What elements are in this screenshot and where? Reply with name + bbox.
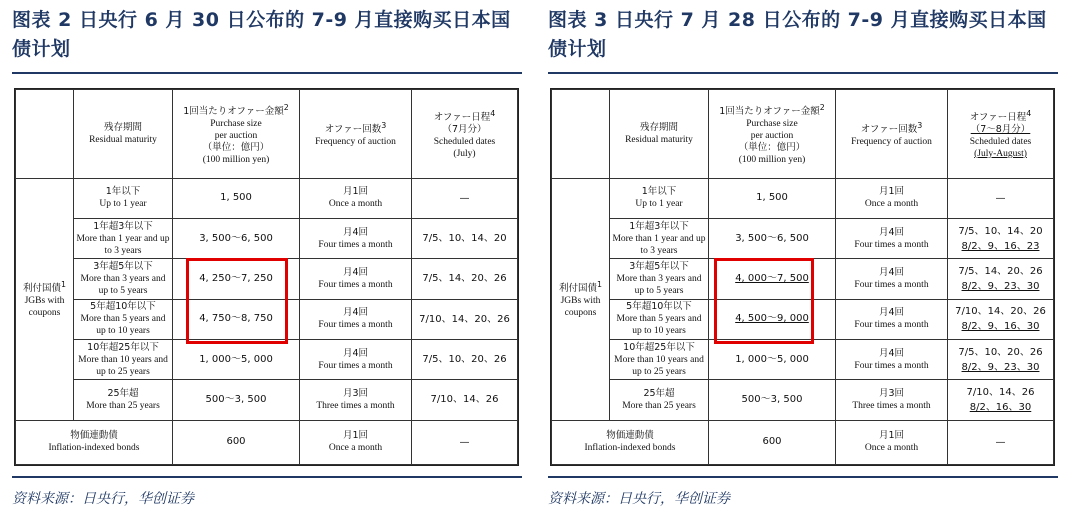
figure-2-panel: [12, 0, 522, 520]
bottom-rule: [548, 476, 1058, 478]
dates-cell: 7/10、14、26: [412, 380, 518, 420]
inflation-row: [552, 420, 1054, 464]
table-row: [552, 219, 1054, 259]
header-maturity: 残存期間 Residual maturity: [74, 90, 173, 179]
bottom-rule: [12, 476, 522, 478]
size-cell: 1, 500: [709, 178, 836, 218]
table-row: [552, 178, 1054, 218]
inflation-row: [16, 420, 518, 464]
figure-3-title: 图表 3 日央行 7 月 28 日公布的 7-9 月直接购买日本国债计划: [548, 9, 1047, 60]
source-note: 资料来源：日央行，华创证券: [12, 491, 194, 507]
frequency-cell: 月4回 Four times a month: [300, 259, 412, 299]
dates-cell: —: [948, 178, 1054, 218]
table-row: [16, 219, 518, 259]
dates-cell: 7/5、10、14、20: [412, 219, 518, 259]
header-purchase-size: 1回当たりオファー金額$^2$ Purchase size per auction （単位：億円） (100 million yen): [709, 90, 836, 179]
size-cell: 1, 500: [173, 178, 300, 218]
size-cell: 3, 500～6, 500: [709, 219, 836, 259]
maturity-cell: 1年以下 Up to 1 year: [610, 178, 709, 218]
table-row: [552, 339, 1054, 379]
maturity-cell: 3年超5年以下 More than 3 years and up to 5 years: [610, 259, 709, 299]
table-row: [16, 339, 518, 379]
frequency-cell: 月4回 Four times a month: [300, 339, 412, 379]
frequency-cell: 月4回 Four times a month: [836, 219, 948, 259]
size-cell: 1, 000～5, 000: [709, 339, 836, 379]
maturity-cell: 25年超 More than 25 years: [74, 380, 173, 420]
maturity-cell: 25年超 More than 25 years: [610, 380, 709, 420]
table-header-row: [16, 90, 518, 179]
frequency-cell: 月1回 Once a month: [300, 178, 412, 218]
dates-cell: 7/10、14、26 8/2、16、30: [948, 380, 1054, 420]
group-label-jgbs: 利付国債$^1$ JGBs with coupons: [16, 178, 74, 420]
header-blank: [16, 90, 74, 179]
table-row: [16, 178, 518, 218]
dates-cell: 7/5、10、20、26: [412, 339, 518, 379]
figure-3-panel: [548, 0, 1058, 520]
table-header-row: [552, 90, 1054, 179]
maturity-cell: 1年超3年以下 More than 1 year and up to 3 years: [610, 219, 709, 259]
frequency-cell: 月3回 Three times a month: [300, 380, 412, 420]
table-row: [16, 380, 518, 420]
maturity-cell: 1年以下 Up to 1 year: [74, 178, 173, 218]
frequency-cell: 月4回 Four times a month: [300, 219, 412, 259]
frequency-cell: 月4回 Four times a month: [300, 299, 412, 339]
maturity-cell: 10年超25年以下 More than 10 years and up to 25 years: [610, 339, 709, 379]
dates-cell: 7/5、14、20、26: [412, 259, 518, 299]
title-rule: [548, 72, 1058, 74]
size-cell: 4, 000～7, 500: [709, 259, 836, 299]
figure-2-title: 图表 2 日央行 6 月 30 日公布的 7-9 月直接购买日本国债计划: [12, 9, 511, 60]
frequency-cell: 月4回 Four times a month: [836, 259, 948, 299]
dates-cell: —: [412, 178, 518, 218]
maturity-cell: 1年超3年以下 More than 1 year and up to 3 years: [74, 219, 173, 259]
inflation-label: 物価連動債 Inflation-indexed bonds: [552, 420, 709, 464]
size-cell: 3, 500～6, 500: [173, 219, 300, 259]
size-cell: 4, 250～7, 250: [173, 259, 300, 299]
size-cell: 600: [709, 420, 836, 464]
frequency-cell: 月1回 Once a month: [836, 420, 948, 464]
dates-cell: —: [412, 420, 518, 464]
size-cell: 4, 500～9, 000: [709, 299, 836, 339]
frequency-cell: 月1回 Once a month: [836, 178, 948, 218]
dates-cell: 7/10、14、20、26: [412, 299, 518, 339]
size-cell: 4, 750～8, 750: [173, 299, 300, 339]
header-purchase-size: 1回当たりオファー金額$^2$ Purchase size per auction （単位：億円） (100 million yen): [173, 90, 300, 179]
highlight-box: [186, 258, 288, 344]
dates-cell: 7/5、14、20、26 8/2、9、23、30: [948, 259, 1054, 299]
frequency-cell: 月4回 Four times a month: [836, 339, 948, 379]
highlight-box: [714, 258, 814, 344]
header-schedule: オファー日程$^4$ （7～8月分） Scheduled dates (July-August): [948, 90, 1054, 179]
frequency-cell: 月3回 Three times a month: [836, 380, 948, 420]
table-row: [552, 380, 1054, 420]
maturity-cell: 5年超10年以下 More than 5 years and up to 10 years: [610, 299, 709, 339]
header-blank: [552, 90, 610, 179]
size-cell: 600: [173, 420, 300, 464]
group-label-jgbs: 利付国債$^1$ JGBs with coupons: [552, 178, 610, 420]
maturity-cell: 10年超25年以下 More than 10 years and up to 25 years: [74, 339, 173, 379]
size-cell: 500～3, 500: [173, 380, 300, 420]
frequency-cell: 月1回 Once a month: [300, 420, 412, 464]
header-maturity: 残存期間 Residual maturity: [610, 90, 709, 179]
size-cell: 1, 000～5, 000: [173, 339, 300, 379]
maturity-cell: 5年超10年以下 More than 5 years and up to 10 years: [74, 299, 173, 339]
dates-cell: 7/5、10、20、26 8/2、9、23、30: [948, 339, 1054, 379]
size-cell: 500～3, 500: [709, 380, 836, 420]
header-frequency: オファー回数$^3$ Frequency of auction: [300, 90, 412, 179]
inflation-label: 物価連動債 Inflation-indexed bonds: [16, 420, 173, 464]
title-rule: [12, 72, 522, 74]
maturity-cell: 3年超5年以下 More than 3 years and up to 5 years: [74, 259, 173, 299]
dates-cell: 7/5、10、14、20 8/2、9、16、23: [948, 219, 1054, 259]
header-frequency: オファー回数$^3$ Frequency of auction: [836, 90, 948, 179]
frequency-cell: 月4回 Four times a month: [836, 299, 948, 339]
source-note: 资料来源：日央行，华创证券: [548, 491, 730, 507]
dates-cell: —: [948, 420, 1054, 464]
dates-cell: 7/10、14、20、26 8/2、9、16、30: [948, 299, 1054, 339]
header-schedule: オファー日程$^4$ （7月分） Scheduled dates (July): [412, 90, 518, 179]
